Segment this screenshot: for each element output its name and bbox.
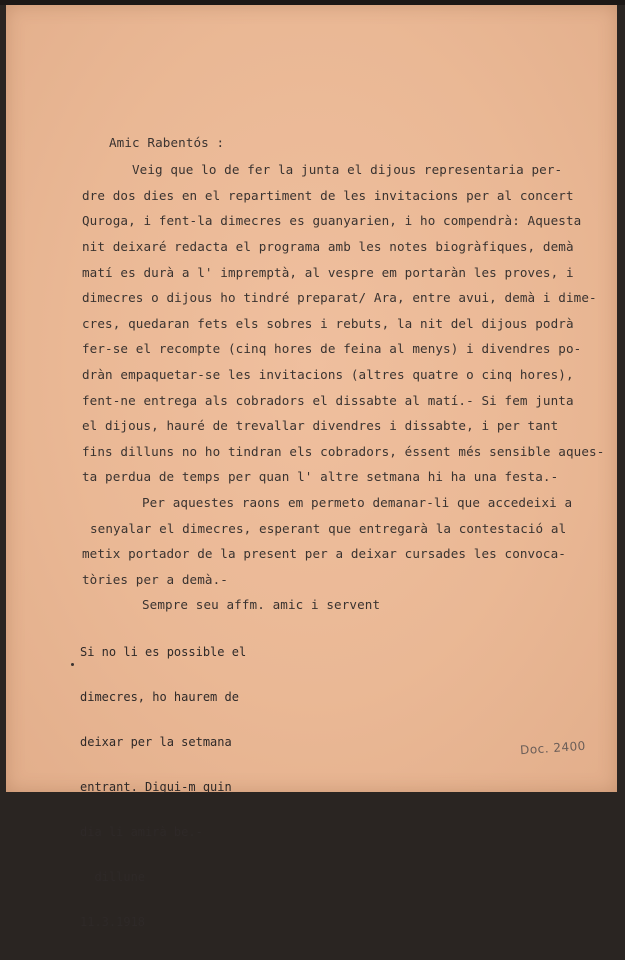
letter-line: el dijous, hauré de trevallar divendres i dissabte, i per tant: [82, 418, 559, 433]
ink-dot: [71, 663, 74, 666]
letter-line: nit deixaré redacta el programa amb les notes biogràfiques, demà: [82, 239, 574, 254]
note-date: 11.3.1918: [80, 915, 146, 929]
note-line: dia li amirà be.-: [80, 825, 203, 839]
note-line: dillune: [80, 870, 146, 884]
letter-line: dre dos dies en el repartiment de les invitacions per al concert: [82, 188, 574, 203]
paper-sheet: [6, 5, 617, 929]
letter-line: metix portador de la present per a deixar cursades les convoca-: [82, 546, 566, 561]
letter-line: dimecres o dijous ho tindré preparat/ Ara, entre avui, demà i dime-: [82, 290, 597, 305]
letter-line: fins dilluns no ho tindran els cobradors, éssent més sensible aques-: [82, 444, 605, 459]
letter-line: cres, quedaran fets els sobres i rebuts, la nit del dijous podrà: [82, 316, 574, 331]
archive-reference-mark: Doc. 2400: [519, 738, 587, 758]
note-line: Si no li es possible el: [80, 645, 247, 659]
letter-line: Veig que lo de fer la junta el dijous representaria per-: [132, 162, 563, 177]
letter-greeting: Amic Rabentós :: [109, 135, 225, 150]
postscript-note: [80, 615, 246, 960]
letter-line: fent-ne entrega als cobradors el dissabte al matí.- Si fem junta: [82, 393, 574, 408]
letter-line: senyalar el dimecres, esperant que entregarà la contestació al: [90, 521, 567, 536]
letter-closing: Sempre seu affm. amic i servent: [142, 597, 381, 612]
note-line: dimecres, ho haurem de: [80, 690, 239, 704]
letter-line: dràn empaquetar-se les invitacions (altres quatre o cinq hores),: [82, 367, 574, 382]
letter-line: matí es durà a l' impremptà, al vespre em portaràn les proves, i: [82, 265, 574, 280]
letter-line: fer-se el recompte (cinq hores de feina al menys) i divendres po-: [82, 341, 582, 356]
note-line: entrant. Digui-m quin: [80, 780, 232, 794]
letter-line: Per aquestes raons em permeto demanar-li que accedeixi a: [142, 495, 573, 510]
letter-line: ta perdua de temps per quan l' altre setmana hi ha una festa.-: [82, 469, 559, 484]
note-line: deixar per la setmana: [80, 735, 232, 749]
letter-line: tòries per a demà.-: [82, 572, 228, 587]
letter-line: Quroga, i fent-la dimecres es guanyarien, i ho compendrà: Aquesta: [82, 213, 582, 228]
